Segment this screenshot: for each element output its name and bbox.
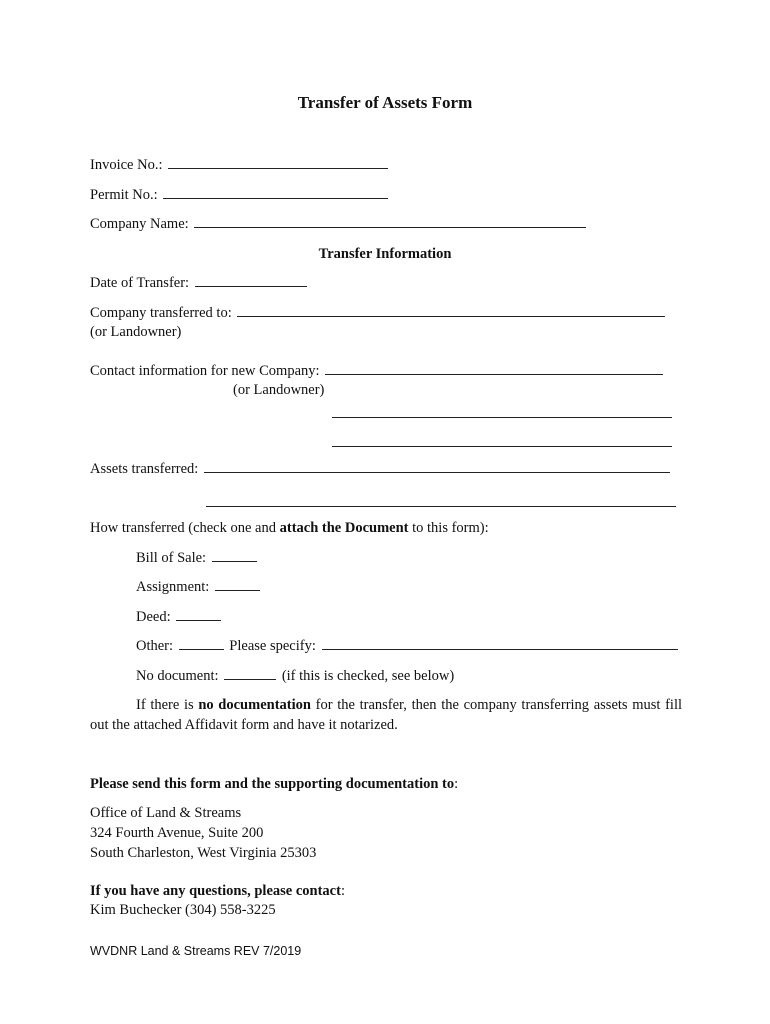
deed-option (136, 608, 223, 626)
assignment-label: Assignment: (136, 579, 210, 595)
bill-of-sale-label: Bill of Sale: (136, 550, 207, 566)
please-specify-blank[interactable] (322, 649, 678, 650)
how-transferred-bold: attach the Document (279, 520, 409, 536)
date-blank[interactable] (195, 286, 307, 287)
contact-heading-bold: If you have any questions, please contact (90, 883, 341, 899)
contact-info-blank-3[interactable] (332, 446, 672, 447)
transfer-info-heading: Transfer Information (318, 246, 452, 262)
no-document-option (136, 667, 454, 685)
how-transferred-intro (90, 519, 489, 537)
invoice-field (90, 156, 390, 174)
assets-field (90, 460, 672, 478)
no-document-note: (if this is checked, see below) (281, 668, 455, 684)
company-name-label: Company Name: (90, 216, 189, 232)
other-option (136, 637, 680, 655)
contact-heading-colon: : (340, 883, 345, 899)
bill-of-sale-option (136, 549, 259, 567)
affidavit-text: If there is (136, 697, 199, 713)
contact-info-blank-2[interactable] (332, 417, 672, 418)
how-transferred-text: How transferred (check one and (90, 520, 280, 536)
bill-of-sale-blank[interactable] (212, 561, 257, 562)
send-to-heading-bold: Please send this form and the supporting documentation to (90, 776, 455, 792)
no-document-label: No document: (136, 668, 219, 684)
please-specify-label: Please specify: (229, 638, 316, 654)
permit-field (90, 186, 390, 204)
form-title: Transfer of Assets Form (297, 93, 473, 112)
send-to-heading (90, 775, 458, 793)
footer-revision: WVDNR Land & Streams REV 7/2019 (90, 944, 302, 958)
address-line-2: 324 Fourth Avenue, Suite 200 (90, 825, 264, 841)
company-transferred-blank[interactable] (237, 316, 665, 317)
address-line-3: South Charleston, West Virginia 25303 (90, 845, 317, 861)
deed-label: Deed: (136, 609, 171, 625)
assets-label: Assets transferred: (90, 461, 199, 477)
other-blank[interactable] (179, 649, 224, 650)
company-transferred-field (90, 304, 667, 322)
contact-info-field (90, 362, 665, 380)
assets-blank-1[interactable] (204, 472, 670, 473)
assignment-blank[interactable] (215, 590, 260, 591)
send-to-heading-colon: : (454, 776, 459, 792)
no-document-blank[interactable] (224, 679, 276, 680)
company-name-field (90, 215, 588, 233)
address-line-1: Office of Land & Streams (90, 805, 242, 821)
affidavit-paragraph (90, 696, 682, 735)
contact-heading (90, 882, 345, 900)
contact-or-landowner-note: (or Landowner) (233, 382, 325, 398)
permit-blank[interactable] (163, 198, 388, 199)
assets-blank-2[interactable] (206, 506, 676, 507)
affidavit-text-end: for the transfer, then the company transferring assets must fill out the attached Affidavit form and have it notarized. (90, 697, 683, 733)
how-transferred-text-end: to this form): (408, 520, 489, 536)
contact-person: Kim Buchecker (304) 558-3225 (90, 902, 276, 918)
affidavit-bold: no documentation (198, 697, 311, 713)
permit-label: Permit No.: (90, 187, 158, 203)
invoice-label: Invoice No.: (90, 157, 163, 173)
date-field (90, 274, 309, 292)
company-transferred-label: Company transferred to: (90, 305, 232, 321)
invoice-blank[interactable] (168, 168, 388, 169)
date-label: Date of Transfer: (90, 275, 190, 291)
contact-info-label: Contact information for new Company: (90, 363, 320, 379)
assignment-option (136, 578, 262, 596)
other-label: Other: (136, 638, 174, 654)
contact-info-blank-1[interactable] (325, 374, 663, 375)
or-landowner-note: (or Landowner) (90, 324, 182, 340)
deed-blank[interactable] (176, 620, 221, 621)
company-name-blank[interactable] (194, 227, 586, 228)
